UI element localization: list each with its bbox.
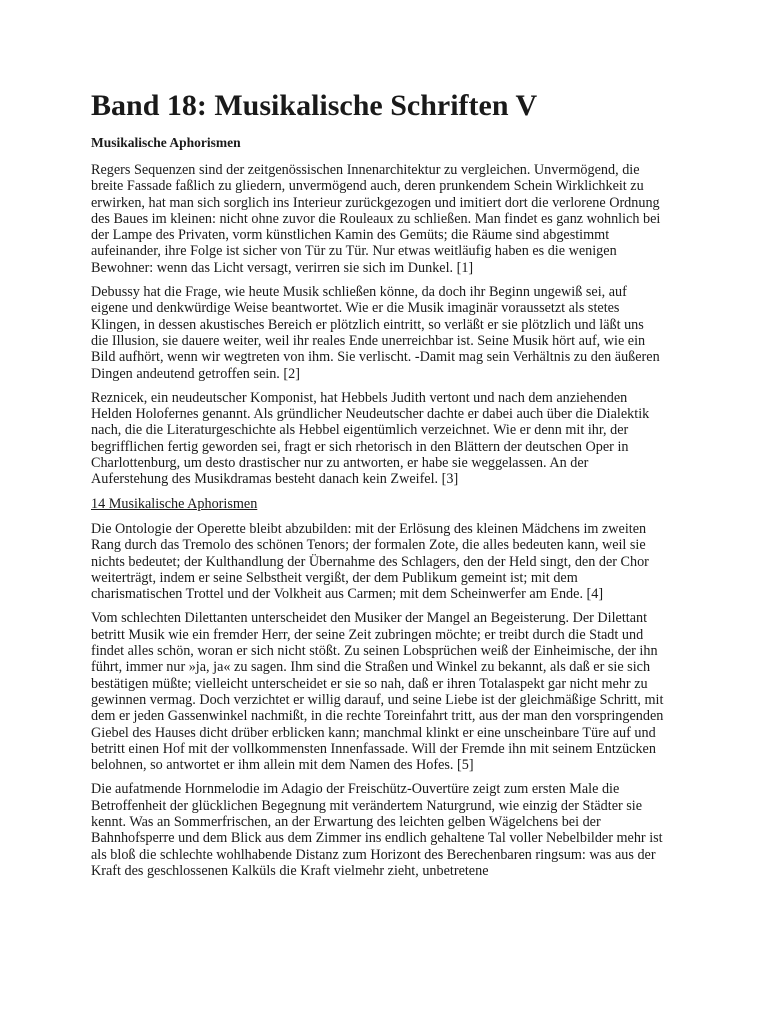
paragraph-4: Die Ontologie der Operette bleibt abzubilden: mit der Erlösung des kleinen Mädchens im zweiten Rang durch das Tremolo des schönen Tenors; der formalen Zote, die alles bedeuten kann, weil sie nichts bedeutet; der Kulthandlung der Übernahme des Schlagers, den der Held singt, den der Chor weiterträgt, indem er seine Selbstheit vergißt, der dem Publikum gemeint ist; mit dem charismatischen Trottel und der Volkheit aus Carmen; mit dem Scheinwerfer am Ende. [4] <box>91 520 649 603</box>
section-link[interactable]: 14 Musikalische Aphorismen <box>91 495 258 512</box>
paragraph-1: Regers Sequenzen sind der zeitgenössischen Innenarchitektur zu vergleichen. Unvermögend, die breite Fassade faßlich zu gliedern, unvermögend auch, deren prunkendem Schein Wirklichkeit zu erwirken, hat man sich sorglich ins Interieur zurückgezogen und imitiert dort die verlorene Ordnung des Baues im kleinen: nicht ohne zuvor die Rouleaux zu schließen. Man findet es ganz wohnlich bei der Lampe des Privaten, vorm künstlichen Kamin des Gemüts; die Räume sind abgestimmt aufeinander, ihre Folge ist sicher von Tür zu Tür. Nur etwas weitläufig haben es die wenigen Bewohner: wenn das Licht versagt, verirren sie sich im Dunkel. [1] <box>91 162 661 276</box>
page-title: Band 18: Musikalische Schriften V <box>91 89 538 122</box>
paragraph-6: Die aufatmende Hornmelodie im Adagio der Freischütz-Ouvertüre zeigt zum ersten Male die Betroffenheit der glücklichen Begegnung mit verändertem Naturgrund, wie einzig der Städter sie kennt. Was an Sommerfrischen, an der Erwartung des leichten gelben Wägelchens bei der Bahnhofsperre und dem Blick aus dem Zimmer ins endlich gehaltene Tal voller Nebelbilder mehr ist als bloß die schlechte wohlhabende Distanz zum Horizont des Berechenbaren ringsum: was aus der Kraft des geschlossenen Kalküls die Kraft vielmehr zieht, unbetretene <box>91 781 663 879</box>
section-heading: Musikalische Aphorismen <box>91 135 241 150</box>
paragraph-3: Reznicek, ein neudeutscher Komponist, hat Hebbels Judith vertont und nach dem anziehenden Helden Holofernes genannt. Als gründlicher Neudeutscher dachte er dabei auch über die Dialektik nach, die die Literaturgeschichte als Hebbel eigentümlich verzeichnet. Wie er denn mit ihr, der begrifflichen fertig geworden sei, fragt er sich rhetorisch in den Blättern der deutschen Oper in Charlottenburg, um desto drastischer nur zu antworten, er habe sie weggelassen. An der Auferstehung des Musikdramas besteht danach kein Zweifel. [3] <box>91 389 650 488</box>
paragraph-2: Debussy hat die Frage, wie heute Musik schließen könne, da doch ihr Beginn ungewiß sei, auf eigene und denkwürdige Weise beantwortet. Wie er die Musik imaginär voraussetzt als stetes Klingen, in dessen akustisches Bereich er plötzlich eintritt, so verläßt er sie plötzlich und läßt uns die Illusion, sie dauere weiter, weil ihr reales Ende unerreichbar ist. Seine Musik hört auf, wie ein Bild aufhört, wenn wir wegtreten von ihm. Sie verlischt. -Damit mag sein Verhältnis zu den äußeren Dingen andeutend getroffen sein. [2] <box>91 284 660 382</box>
paragraph-5: Vom schlechten Dilettanten unterscheidet den Musiker der Mangel an Begeisterung. Der Dilettant betritt Musik wie ein fremder Herr, der seine Zeit zubringen möchte; er treibt durch die Stadt und findet alles schön, woran er sich nicht stößt. Zu seinen Lobsprüchen weiß der Einheimische, der ihn führt, immer nur »ja, ja« zu sagen. Ihm sind die Straßen und Winkel zu bekannt, als daß er sie sich bestätigen müßte; vielleicht unterscheidet er sie so nah, daß er ihren Totalaspekt gar nicht mehr zu gewinnen vermag. Doch verzichtet er willig darauf, und seine Liebe ist der gleichmäßige Schritt, mit dem er jeden Gassenwinkel nachmißt, in die rechte Toreinfahrt tritt, aus der man den vorspringenden Giebel des Hauses dicht drüber erblicken kann; manchmal klinkt er eine unscheinbare Türe auf und betritt einen Hof mit der vollkommensten Innenfassade. Will der Fremde ihn mit seinem Entzücken belohnen, so antwortet er ihm allein mit dem Namen des Hofes. [5] <box>91 610 664 774</box>
